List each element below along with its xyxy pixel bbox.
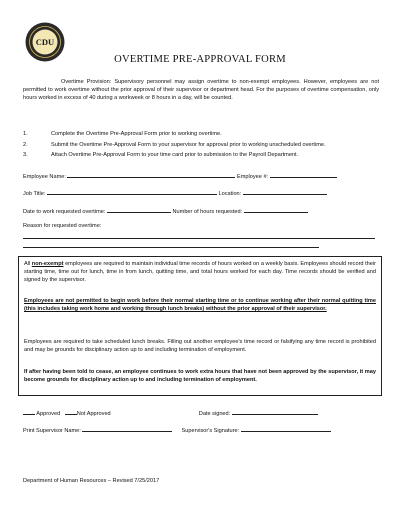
- notice-paragraph-4: If after having been told to cease, an employee continues to work extra hours that have not been approved by the supervisor, it may become grounds for disciplinary action up to and including termination of employment.: [24, 369, 376, 384]
- policy-notice-box: [18, 256, 382, 396]
- date-row: [23, 206, 308, 215]
- form-title: OVERTIME PRE-APPROVAL FORM: [114, 54, 286, 65]
- print-supervisor-label: Print Supervisor Name:: [23, 428, 81, 434]
- job-row: [23, 188, 327, 197]
- employee-row: [23, 171, 337, 180]
- location-field[interactable]: [243, 188, 327, 195]
- seal-lettering: CDU: [35, 37, 55, 47]
- list-item: [23, 140, 383, 151]
- employee-name-label: Employee Name:: [23, 174, 66, 180]
- approved-label: Approved: [36, 411, 61, 417]
- not-approved-checkbox[interactable]: [65, 408, 77, 415]
- employee-number-label: Employee #:: [237, 174, 269, 180]
- step-text: Attach Overtime Pre-Approval Form to your time card prior to submission to the Payroll Department.: [51, 152, 299, 158]
- supervisor-signature-field[interactable]: [241, 425, 331, 432]
- reason-row: [23, 223, 101, 229]
- step-number: 1.: [23, 131, 28, 137]
- reason-line-2[interactable]: [23, 247, 319, 248]
- instruction-list: [23, 129, 383, 161]
- step-text: Submit the Overtime Pre-Approval Form to your supervisor for approval prior to working unscheduled overtime.: [51, 141, 326, 148]
- date-signed-label: Date signed:: [198, 411, 231, 417]
- list-item: [23, 129, 383, 140]
- location-label: Location:: [218, 191, 242, 197]
- notice-paragraph-2: Employees are not permitted to begin work before their normal starting time or to continue working after their normal quitting time (this includes taking work home and working through lunch breaks) without the prior approval of their supervisor.: [24, 298, 376, 313]
- employee-number-field[interactable]: [270, 171, 337, 178]
- reason-line-1[interactable]: [23, 238, 375, 239]
- reason-label: Reason for requested overtime:: [23, 223, 102, 229]
- non-exempt-emphasis: non-exempt: [31, 261, 64, 267]
- step-number: 2.: [23, 141, 28, 148]
- approved-checkbox[interactable]: [23, 408, 35, 415]
- not-approved-label: Not Approved: [76, 411, 111, 417]
- job-title-label: Job Title:: [23, 191, 46, 197]
- provision-text: Overtime Provision: Supervisory personnel may assign overtime to non-exempt employees. However, employees are not permitted to work overtime without the prior approval of their supervisor or department head. For the purposes of overtime compensation, only hours worked in excess of 40 during a workweek or 8 hours in a day, will be counted.: [23, 79, 379, 102]
- employee-name-field[interactable]: [67, 171, 235, 178]
- date-requested-label: Date to work requested overtime:: [23, 209, 106, 215]
- step-number: 3.: [23, 152, 28, 158]
- revision-footer: Department of Human Resources – Revised 7/25/2017: [23, 478, 160, 484]
- print-supervisor-field[interactable]: [82, 425, 172, 432]
- hours-requested-label: Number of hours requested:: [172, 209, 243, 215]
- notice-p1-rest: employees are required to maintain individual time records of hours worked on a weekly basis. Employees should record their starting time, time out for lunch, time in from lunch, quitting time, and total hours worked for each day. Time records should be verified and signed by the supervisor.: [24, 261, 376, 284]
- notice-p1-start: All: [24, 261, 32, 267]
- overtime-provision: [23, 78, 379, 102]
- date-requested-field[interactable]: [107, 206, 171, 213]
- date-signed-field[interactable]: [232, 408, 318, 415]
- notice-paragraph-1: [24, 260, 376, 285]
- supervisor-row: [23, 425, 331, 434]
- notice-paragraph-3: Employees are required to take scheduled lunch breaks. Filling out another employee's time record or falsifying any time record is prohibited and may be grounds for disciplinary action up to and including termination of employment.: [24, 339, 376, 354]
- hours-requested-field[interactable]: [244, 206, 308, 213]
- approval-row: [23, 408, 318, 417]
- supervisor-signature-label: Supervisor's Signature:: [181, 428, 240, 434]
- step-text: Complete the Overtime Pre-Approval Form prior to working overtime.: [51, 131, 222, 137]
- list-item: [23, 150, 383, 161]
- job-title-field[interactable]: [47, 188, 217, 195]
